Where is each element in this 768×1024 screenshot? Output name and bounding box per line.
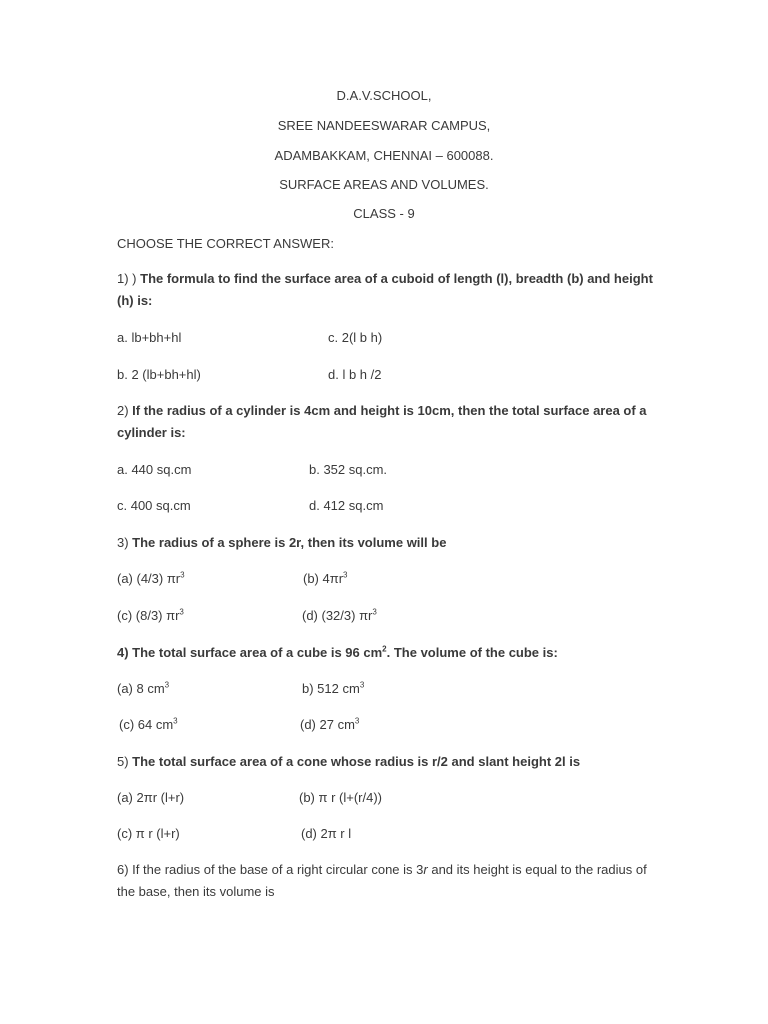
- campus-name: SREE NANDEESWARAR CAMPUS,: [277, 118, 491, 133]
- question-3-text: The radius of a sphere is 2r, then its volume will be: [132, 535, 447, 550]
- exponent: 3: [372, 607, 377, 617]
- instruction: CHOOSE THE CORRECT ANSWER:: [117, 236, 334, 251]
- question-5-option-a: (a) 2πr (l+r): [117, 790, 185, 805]
- question-4-text-end: . The volume of the cube is:: [386, 645, 558, 660]
- question-6-text-end: and its height is equal to the radius of the base, then its volume is: [117, 862, 647, 899]
- question-4-option-b: [302, 681, 364, 696]
- question-5: [117, 754, 580, 769]
- exponent: 3: [180, 570, 185, 580]
- question-2-option-b: b. 352 sq.cm.: [309, 462, 388, 477]
- exponent: 3: [359, 680, 365, 690]
- question-3-option-d: [302, 608, 377, 623]
- exponent: 3: [354, 716, 360, 726]
- question-4-option-c-text: (c) 64 cm: [119, 717, 174, 732]
- question-5-text: The total surface area of a cone whose radius is r/2 and slant height 2l is: [132, 754, 581, 769]
- question-1-number: 1) ): [117, 271, 141, 286]
- question-3-option-d-text: (d) (32/3) πr: [302, 608, 373, 623]
- question-3-option-a: [117, 571, 185, 586]
- question-3: [117, 535, 446, 550]
- question-2-option-d: d. 412 sq.cm: [309, 498, 384, 513]
- question-1-text: The formula to find the surface area of a cuboid of length (l), breadth (b) and height (h) is:: [117, 271, 653, 308]
- question-4: [117, 645, 558, 660]
- question-2-option-c: c. 400 sq.cm: [117, 498, 191, 513]
- question-2-number: 2): [117, 403, 133, 418]
- question-4-option-c: [119, 717, 178, 732]
- question-4-text-start: 4) The total surface area of a cube is 96 cm: [117, 645, 383, 660]
- exponent: 3: [179, 607, 184, 617]
- question-4-option-a: [117, 681, 169, 696]
- worksheet-subject: SURFACE AREAS AND VOLUMES.: [279, 177, 489, 192]
- question-3-number: 3): [117, 535, 133, 550]
- question-3-option-c: [117, 608, 184, 623]
- question-1-option-c: c. 2(l b h): [328, 330, 383, 345]
- school-address: ADAMBAKKAM, CHENNAI – 600088.: [274, 148, 494, 163]
- question-6-text-start: 6) If the radius of the base of a right circular cone is 3: [117, 862, 424, 877]
- question-5-option-b: (b) π r (l+(r/4)): [299, 790, 382, 805]
- question-1-option-b: b. 2 (lb+bh+hl): [117, 367, 201, 382]
- question-6: [117, 859, 657, 903]
- question-5-option-c: (c) π r (l+r): [117, 826, 180, 841]
- question-2-option-a: a. 440 sq.cm: [117, 462, 192, 477]
- question-4-option-a-text: (a) 8 cm: [117, 681, 165, 696]
- exponent: 3: [173, 716, 178, 726]
- class-label: CLASS - 9: [353, 206, 415, 221]
- question-1-option-a: a. lb+bh+hl: [117, 330, 182, 345]
- question-4-option-b-text: b) 512 cm: [302, 681, 360, 696]
- question-2: [117, 400, 657, 444]
- question-3-option-a-text: (a) (4/3) πr: [117, 571, 181, 586]
- exponent: 3: [164, 680, 170, 690]
- question-5-option-d: (d) 2π r l: [301, 826, 352, 841]
- question-3-option-b: [303, 571, 347, 586]
- exponent: 2: [382, 644, 387, 654]
- question-3-option-c-text: (c) (8/3) πr: [117, 608, 180, 623]
- question-5-number: 5): [117, 754, 133, 769]
- question-1: [117, 268, 657, 312]
- question-6-variable: r: [423, 862, 428, 877]
- school-name: D.A.V.SCHOOL,: [336, 88, 432, 103]
- question-2-text: If the radius of a cylinder is 4cm and height is 10cm, then the total surface area of a cylinder is:: [117, 403, 647, 440]
- question-3-option-b-text: (b) 4πr: [303, 571, 344, 586]
- question-4-option-d: [300, 717, 359, 732]
- question-4-option-d-text: (d) 27 cm: [300, 717, 355, 732]
- exponent: 3: [343, 570, 348, 580]
- question-1-option-d: d. l b h /2: [328, 367, 382, 382]
